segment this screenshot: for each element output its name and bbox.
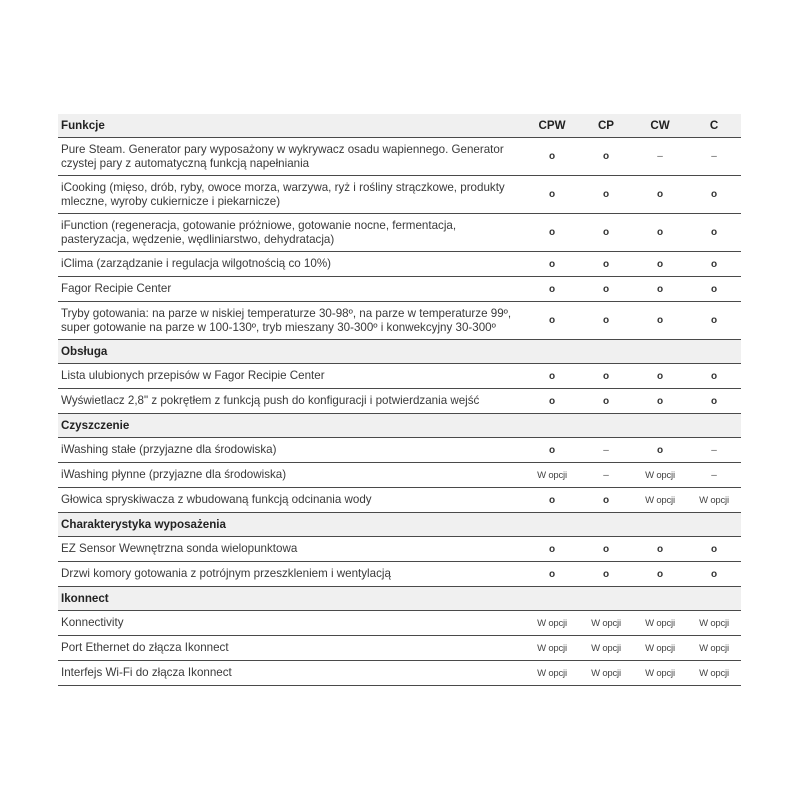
- table-row: [58, 611, 741, 636]
- section-title: Obsługa: [61, 344, 108, 358]
- row-label: iClima (zarządzanie i regulacja wilgotnością co 10%): [61, 257, 331, 270]
- available-mark: o: [602, 370, 610, 382]
- row-label: Port Ethernet do złącza Ikonnect: [61, 641, 229, 654]
- table-row: [58, 138, 741, 176]
- row-label: iWashing płynne (przyjazne dla środowiska): [61, 468, 287, 481]
- optional-mark: W opcji: [699, 667, 729, 679]
- available-mark: o: [656, 315, 664, 326]
- optional-mark: W opcji: [537, 667, 567, 679]
- optional-mark: W opcji: [645, 642, 675, 654]
- available-mark: o: [548, 283, 556, 295]
- table-row: [58, 364, 741, 389]
- available-mark: o: [656, 543, 664, 555]
- available-mark: o: [710, 189, 718, 200]
- available-mark: o: [656, 258, 664, 270]
- available-mark: o: [602, 494, 610, 506]
- optional-mark: W opcji: [645, 469, 675, 481]
- optional-mark: W opcji: [699, 494, 729, 506]
- available-mark: o: [656, 227, 664, 238]
- unavailable-mark: –: [711, 151, 717, 162]
- table-row: [58, 302, 741, 340]
- table-header: [58, 114, 741, 138]
- optional-mark: W opcji: [645, 494, 675, 506]
- section-header: [58, 513, 741, 537]
- available-mark: o: [548, 444, 556, 456]
- available-mark: o: [656, 568, 664, 580]
- available-mark: o: [602, 151, 610, 162]
- table-row: [58, 438, 741, 463]
- unavailable-mark: –: [657, 151, 663, 162]
- available-mark: o: [656, 370, 664, 382]
- unavailable-mark: –: [711, 444, 717, 456]
- optional-mark: W opcji: [537, 617, 567, 629]
- row-label: Pure Steam. Generator pary wyposażony w wykrywacz osadu wapiennego. Generator czystej pary z automatyczną funkcją napełniania: [61, 142, 504, 170]
- row-label: EZ Sensor Wewnętrzna sonda wielopunktowa: [61, 542, 298, 555]
- row-label: Tryby gotowania: na parze w niskiej temperaturze 30-98º, na parze w temperaturze 99º, super gotowanie na parze w 100-130º, tryb mieszany 30-300º i konwekcyjny 30-300º: [61, 306, 512, 334]
- optional-mark: W opcji: [645, 617, 675, 629]
- table-row: [58, 176, 741, 214]
- available-mark: o: [656, 444, 664, 456]
- available-mark: o: [602, 543, 610, 555]
- available-mark: o: [602, 258, 610, 270]
- available-mark: o: [548, 227, 556, 238]
- table-body: [58, 138, 741, 686]
- available-mark: o: [548, 543, 556, 555]
- row-label: Lista ulubionych przepisów w Fagor Recipie Center: [61, 369, 325, 382]
- unavailable-mark: –: [603, 469, 609, 481]
- available-mark: o: [602, 395, 610, 407]
- table-row: [58, 214, 741, 252]
- unavailable-mark: –: [603, 444, 609, 456]
- optional-mark: W opcji: [699, 642, 729, 654]
- available-mark: o: [710, 568, 718, 580]
- optional-mark: W opcji: [591, 617, 621, 629]
- available-mark: o: [548, 568, 556, 580]
- section-header: [58, 587, 741, 611]
- optional-mark: W opcji: [537, 642, 567, 654]
- section-title: Ikonnect: [61, 591, 109, 605]
- section-title: Czyszczenie: [61, 418, 130, 432]
- row-label: Wyświetlacz 2,8" z pokrętłem z funkcją push do konfiguracji i potwierdzania wejść: [61, 394, 480, 407]
- available-mark: o: [710, 283, 718, 295]
- section-header: [58, 340, 741, 364]
- table-row: [58, 488, 741, 513]
- table-row: [58, 463, 741, 488]
- available-mark: o: [548, 315, 556, 326]
- available-mark: o: [548, 395, 556, 407]
- available-mark: o: [710, 315, 718, 326]
- row-label: iWashing stałe (przyjazne dla środowiska): [61, 443, 277, 456]
- available-mark: o: [548, 494, 556, 506]
- available-mark: o: [656, 395, 664, 407]
- available-mark: o: [602, 189, 610, 200]
- table-row: [58, 661, 741, 686]
- optional-mark: W opcji: [537, 469, 567, 481]
- available-mark: o: [602, 315, 610, 326]
- available-mark: o: [710, 395, 718, 407]
- available-mark: o: [602, 227, 610, 238]
- available-mark: o: [710, 370, 718, 382]
- table-row: [58, 562, 741, 587]
- section-header: [58, 414, 741, 438]
- column-header-cp: CP: [597, 119, 615, 132]
- row-label: Fagor Recipie Center: [61, 282, 172, 295]
- optional-mark: W opcji: [591, 642, 621, 654]
- table-row: [58, 636, 741, 661]
- row-label: Konnectivity: [61, 616, 124, 629]
- table-row: [58, 389, 741, 414]
- table-row: [58, 277, 741, 302]
- row-label: iCooking (mięso, drób, ryby, owoce morza, warzywa, ryż i rośliny strączkowe, produkty mleczne, wyroby cukiernicze i piekarnicze): [61, 180, 505, 208]
- column-header-cpw: CPW: [538, 119, 566, 132]
- header-title: Funkcje: [61, 118, 105, 132]
- available-mark: o: [656, 283, 664, 295]
- row-label: Interfejs Wi-Fi do złącza Ikonnect: [61, 666, 232, 679]
- feature-table: [58, 114, 741, 686]
- section-title: Charakterystyka wyposażenia: [61, 517, 226, 531]
- row-label: iFunction (regeneracja, gotowanie próżniowe, gotowanie nocne, fermentacja, pasteryzacja, wędzenie, wędliniarstwo, dehydratacja): [61, 218, 457, 246]
- row-label: Drzwi komory gotowania z potrójnym przeszkleniem i wentylacją: [61, 567, 391, 580]
- available-mark: o: [548, 258, 556, 270]
- available-mark: o: [656, 189, 664, 200]
- optional-mark: W opcji: [699, 617, 729, 629]
- available-mark: o: [548, 189, 556, 200]
- available-mark: o: [548, 370, 556, 382]
- available-mark: o: [710, 227, 718, 238]
- column-header-c: C: [709, 119, 719, 132]
- available-mark: o: [710, 543, 718, 555]
- optional-mark: W opcji: [591, 667, 621, 679]
- optional-mark: W opcji: [645, 667, 675, 679]
- row-label: Głowica spryskiwacza z wbudowaną funkcją odcinania wody: [61, 493, 372, 506]
- table-row: [58, 537, 741, 562]
- available-mark: o: [602, 568, 610, 580]
- column-header-cw: CW: [650, 119, 670, 132]
- available-mark: o: [548, 151, 556, 162]
- unavailable-mark: –: [711, 469, 717, 481]
- available-mark: o: [710, 258, 718, 270]
- table-row: [58, 252, 741, 277]
- available-mark: o: [602, 283, 610, 295]
